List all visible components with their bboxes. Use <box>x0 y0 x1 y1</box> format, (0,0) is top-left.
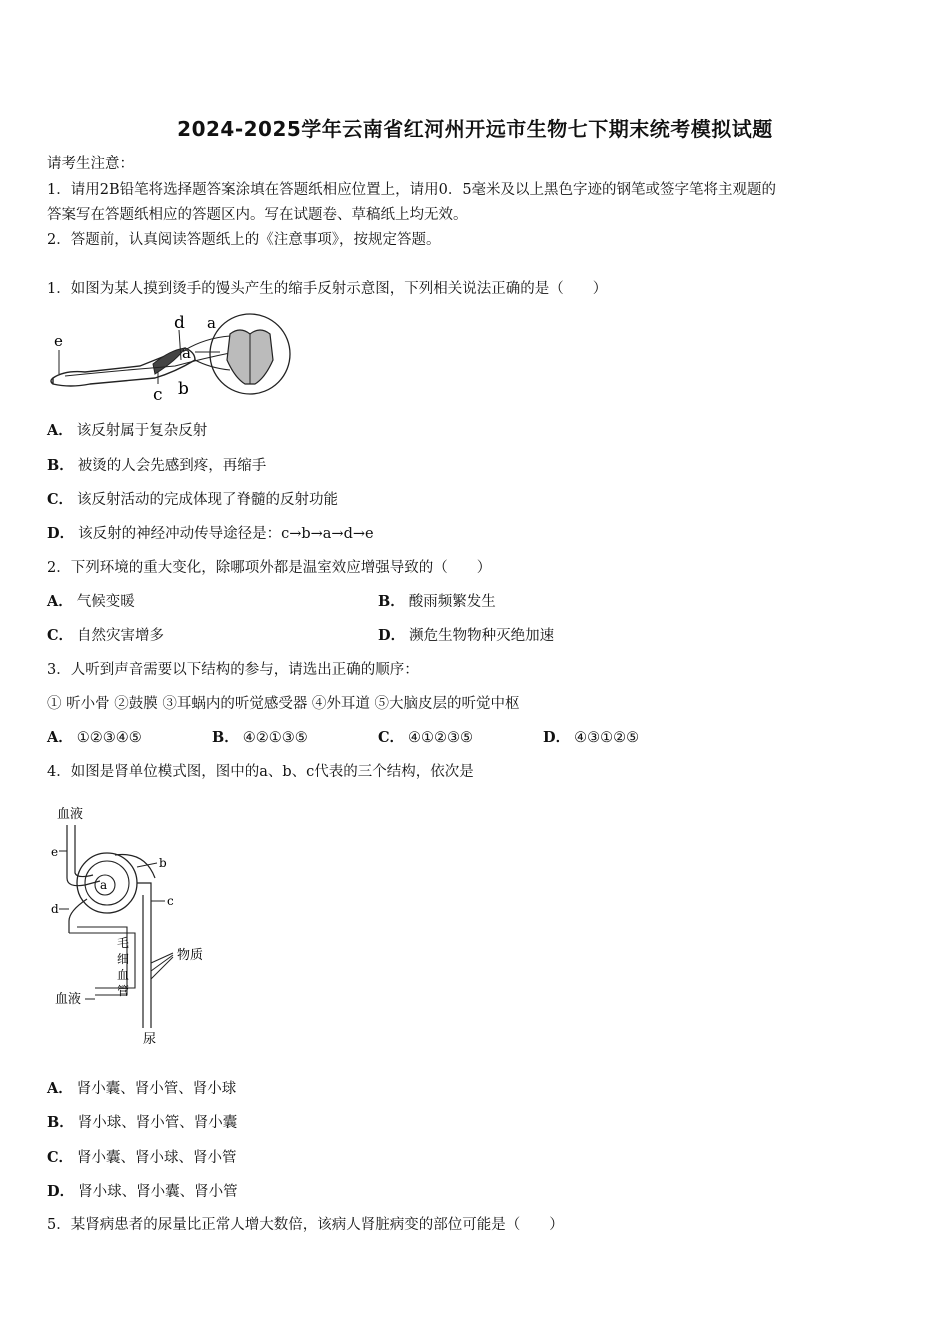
figure-label: a <box>100 878 108 892</box>
option-letter: C． <box>47 491 74 508</box>
option-text: 肾小囊、肾小球、肾小管 <box>77 1150 237 1166</box>
option-letter: D． <box>47 525 75 542</box>
option-text: 自然灾害增多 <box>77 628 165 644</box>
option-d[interactable] <box>47 522 374 543</box>
notice-line: 1．请用2B铅笔将选择题答案涂填在答题纸相应位置上，请用0．5毫米及以上黑色字迹的钢笔或签字笔将主观题的 <box>47 182 777 198</box>
option-text: 气候变暖 <box>76 594 135 610</box>
option-a[interactable] <box>47 726 142 747</box>
figure-label: 物质 <box>177 948 204 963</box>
figure-label: b <box>159 856 167 870</box>
option-d[interactable] <box>47 1180 238 1201</box>
option-a[interactable] <box>47 590 135 611</box>
option-letter: B． <box>47 457 74 474</box>
option-text: ④①②③⑤ <box>408 730 474 746</box>
question-1-stem: 1．如图为某人摸到烫手的馒头产生的缩手反射示意图，下列相关说法正确的是（ ） <box>47 281 608 297</box>
option-text: 该反射活动的完成体现了脊髓的反射功能 <box>77 492 339 508</box>
figure-label: e <box>54 332 63 350</box>
figure-label: 血液 <box>55 992 82 1007</box>
option-letter: D． <box>378 627 406 644</box>
option-a[interactable] <box>47 1077 236 1098</box>
option-letter: A． <box>47 593 73 610</box>
option-text: ④②①③⑤ <box>242 730 308 746</box>
option-text: 被烫的人会先感到疼，再缩手 <box>77 458 267 474</box>
option-letter: D． <box>543 729 571 746</box>
figure-label: a <box>182 344 191 362</box>
option-text: ④③①②⑤ <box>574 730 640 746</box>
figure-label: d <box>174 313 185 333</box>
notice-heading: 请考生注意： <box>47 156 134 172</box>
figure-label: 尿 <box>143 1032 157 1047</box>
notice-line: 2．答题前，认真阅读答题纸上的《注意事项》，按规定答题。 <box>47 232 441 248</box>
option-letter: A． <box>47 729 73 746</box>
option-letter: B． <box>378 593 405 610</box>
page-title: 2024-2025学年云南省红河州开远市生物七下期末统考模拟试题 <box>177 117 773 141</box>
option-letter: C． <box>47 627 74 644</box>
nephron-figure <box>45 803 220 1048</box>
figure-label: d <box>51 902 59 916</box>
figure-label: b <box>178 379 189 399</box>
option-text: 该反射属于复杂反射 <box>76 423 208 439</box>
option-letter: B． <box>47 1114 74 1131</box>
option-letter: C． <box>47 1149 74 1166</box>
question-4-stem: 4．如图是肾单位模式图，图中的a、b、c代表的三个结构，依次是 <box>47 764 474 780</box>
option-c[interactable] <box>47 488 338 509</box>
figure-label: 血 <box>117 968 130 982</box>
option-d[interactable] <box>378 624 554 645</box>
reflex-arc-figure <box>45 308 295 408</box>
figure-label: 毛 <box>117 936 130 950</box>
option-text: 酸雨频繁发生 <box>408 594 496 610</box>
question-3-items: ① 听小骨 ②鼓膜 ③耳蜗内的听觉感受器 ④外耳道 ⑤大脑皮层的听觉中枢 <box>47 696 520 712</box>
figure-label: 细 <box>117 952 130 966</box>
option-letter: A． <box>47 1080 73 1097</box>
option-text: 该反射的神经冲动传导途径是：c→b→a→d→e <box>78 526 374 542</box>
option-b[interactable] <box>47 1111 237 1132</box>
option-text: ①②③④⑤ <box>76 730 142 746</box>
option-text: 肾小囊、肾小管、肾小球 <box>76 1081 237 1097</box>
option-a[interactable] <box>47 419 207 440</box>
option-letter: C． <box>378 729 405 746</box>
question-5-stem: 5．某肾病患者的尿量比正常人增大数倍，该病人肾脏病变的部位可能是（ ） <box>47 1217 564 1233</box>
figure-label: 管 <box>117 984 130 998</box>
question-2-stem: 2．下列环境的重大变化，除哪项外都是温室效应增强导致的（ ） <box>47 560 492 576</box>
figure-label: 血液 <box>57 807 84 822</box>
option-b[interactable] <box>378 590 496 611</box>
option-text: 肾小球、肾小管、肾小囊 <box>77 1115 238 1131</box>
notice-line: 答案写在答题纸相应的答题区内。写在试题卷、草稿纸上均无效。 <box>47 207 468 223</box>
option-b[interactable] <box>212 726 308 747</box>
figure-label: e <box>51 845 59 859</box>
option-c[interactable] <box>378 726 473 747</box>
option-text: 肾小球、肾小囊、肾小管 <box>78 1184 238 1200</box>
option-b[interactable] <box>47 454 266 475</box>
question-3-stem: 3．人听到声音需要以下结构的参与，请选出正确的顺序： <box>47 662 419 678</box>
figure-label: a <box>207 314 216 332</box>
option-text: 濒危生物物种灭绝加速 <box>409 628 555 644</box>
option-d[interactable] <box>543 726 639 747</box>
figure-label: c <box>153 385 163 405</box>
option-c[interactable] <box>47 1146 237 1167</box>
option-letter: B． <box>212 729 239 746</box>
option-letter: A． <box>47 422 73 439</box>
figure-label: c <box>167 894 174 908</box>
option-c[interactable] <box>47 624 164 645</box>
option-letter: D． <box>47 1183 75 1200</box>
